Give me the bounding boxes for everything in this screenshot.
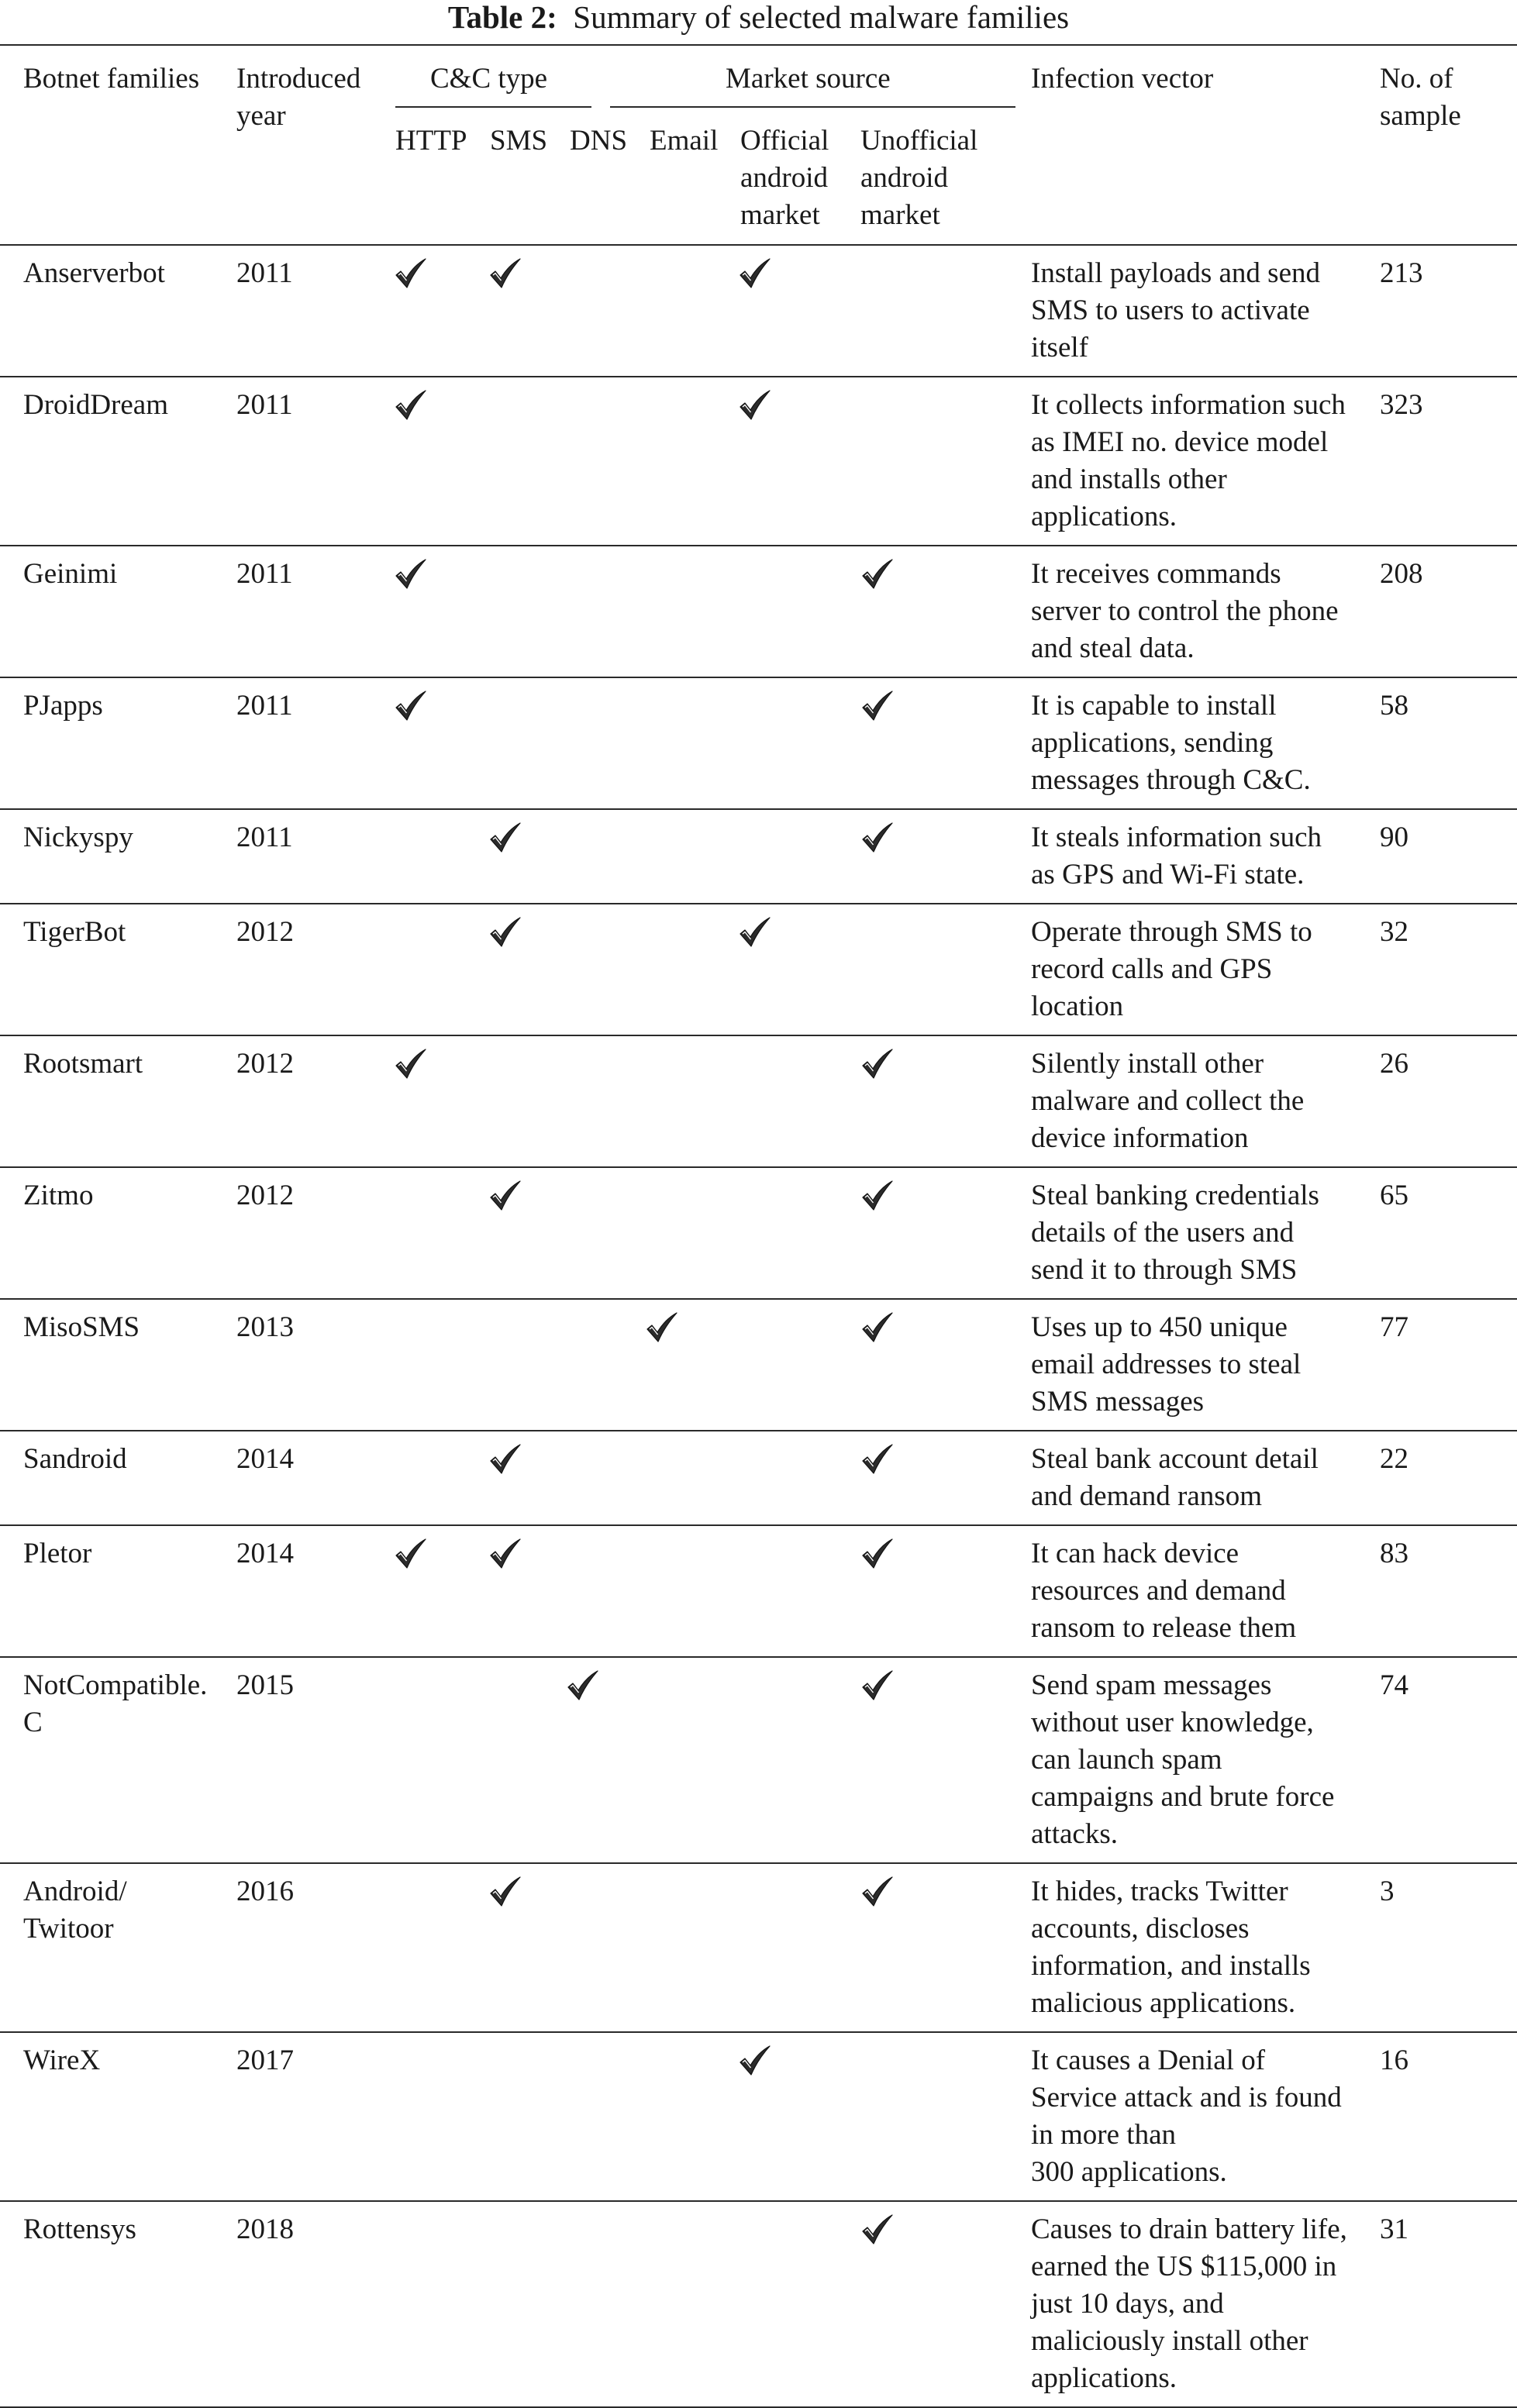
row-year: 2012 [236,1180,294,1211]
row-infection-vector: send it to through SMS [1031,1254,1298,1286]
row-infection-vector: applications, sending [1031,727,1274,759]
row-sample-count: 22 [1380,1443,1408,1475]
rule-line [610,106,1015,108]
row-infection-vector: server to control the phone [1031,595,1339,627]
check-mark-icon-http [394,388,428,422]
row-infection-vector: Service attack and is found [1031,2082,1342,2113]
header-http: HTTP [395,125,467,157]
row-infection-vector: email addresses to steal [1031,1349,1302,1380]
row-infection-vector: without user knowledge, [1031,1707,1314,1738]
row-infection-vector: as GPS and Wi-Fi state. [1031,859,1305,891]
header-email: Email [650,125,719,157]
check-mark-icon-sms [488,257,522,291]
check-mark-icon-unofficial [860,1537,895,1571]
rule-line [0,2031,1517,2033]
row-family-name: Android/ [23,1876,127,1907]
check-mark-icon-sms [488,1537,522,1571]
check-mark-icon-sms [488,1442,522,1476]
row-sample-count: 323 [1380,389,1423,421]
check-mark-icon-unofficial [860,821,895,855]
row-infection-vector: location [1031,990,1124,1022]
row-year: 2011 [236,389,293,421]
check-mark-icon-unofficial [860,2213,895,2247]
row-infection-vector: Install payloads and send [1031,257,1320,289]
header-unofficial-market: Unofficial [860,125,978,157]
check-mark-icon-sms [488,915,522,949]
rule-line [395,106,591,108]
row-infection-vector: messages through C&C. [1031,764,1311,796]
rule-line [0,808,1517,810]
row-infection-vector: and demand ransom [1031,1480,1262,1512]
rule-line [0,903,1517,904]
rule-line [0,1035,1517,1036]
header-introduced-year: year [236,100,286,132]
row-sample-count: 65 [1380,1180,1408,1211]
row-infection-vector: It steals information such [1031,822,1322,853]
rule-line [0,1524,1517,1526]
row-year: 2012 [236,1048,294,1080]
row-family-name: Pletor [23,1538,92,1569]
row-infection-vector: It can hack device [1031,1538,1239,1569]
header-unofficial-market: market [860,199,940,231]
rule-line [0,1862,1517,1864]
row-infection-vector: malware and collect the [1031,1085,1305,1117]
row-sample-count: 213 [1380,257,1423,289]
row-infection-vector: It causes a Denial of [1031,2045,1266,2076]
check-mark-icon-official [738,2044,772,2078]
row-infection-vector: 300 applications. [1031,2156,1227,2188]
row-year: 2011 [236,257,293,289]
rule-line [0,677,1517,678]
row-infection-vector: It receives commands [1031,558,1281,590]
row-sample-count: 74 [1380,1669,1408,1701]
header-no-of-sample: No. of [1380,63,1453,95]
check-mark-icon-unofficial [860,1669,895,1703]
check-mark-icon-official [738,915,772,949]
row-year: 2012 [236,916,294,948]
check-mark-icon-http [394,1537,428,1571]
check-mark-icon-http [394,557,428,591]
check-mark-icon-email [645,1311,679,1345]
row-infection-vector: applications. [1031,2362,1177,2394]
check-mark-icon-unofficial [860,1875,895,1909]
check-mark-icon-unofficial [860,557,895,591]
row-family-name: WireX [23,2045,101,2076]
row-family-name: C [23,1707,43,1738]
row-infection-vector: can launch spam [1031,1744,1222,1776]
row-infection-vector: attacks. [1031,1818,1118,1850]
row-year: 2014 [236,1443,294,1475]
row-year: 2013 [236,1311,294,1343]
row-family-name: Twitoor [23,1913,114,1945]
row-sample-count: 3 [1380,1876,1395,1907]
check-mark-icon-http [394,689,428,723]
row-family-name: Zitmo [23,1180,94,1211]
rule-line [0,1656,1517,1658]
row-infection-vector: SMS messages [1031,1386,1205,1418]
row-sample-count: 58 [1380,690,1408,722]
check-mark-icon-unofficial [860,1442,895,1476]
row-year: 2017 [236,2045,294,2076]
row-infection-vector: and installs other [1031,463,1227,495]
row-infection-vector: just 10 days, and [1031,2288,1224,2320]
rule-line [0,376,1517,377]
row-sample-count: 16 [1380,2045,1408,2076]
row-family-name: Sandroid [23,1443,127,1475]
header-introduced-year: Introduced [236,63,361,95]
row-family-name: Rootsmart [23,1048,143,1080]
row-infection-vector: malicious applications. [1031,1987,1296,2019]
check-mark-icon-official [738,257,772,291]
header-botnet-families: Botnet families [23,63,200,95]
row-infection-vector: accounts, discloses [1031,1913,1250,1945]
row-infection-vector: device information [1031,1122,1249,1154]
row-sample-count: 208 [1380,558,1423,590]
row-infection-vector: resources and demand [1031,1575,1286,1607]
row-infection-vector: SMS to users to activate [1031,295,1310,326]
row-family-name: Rottensys [23,2213,136,2245]
row-family-name: PJapps [23,690,103,722]
rule-line [0,2200,1517,2202]
rule-line [0,244,1517,246]
row-year: 2015 [236,1669,294,1701]
check-mark-icon-sms [488,1875,522,1909]
row-year: 2014 [236,1538,294,1569]
rule-line [0,1166,1517,1168]
header-market-source-group: Market source [726,63,891,95]
row-infection-vector: Causes to drain battery life, [1031,2213,1347,2245]
row-sample-count: 83 [1380,1538,1408,1569]
row-sample-count: 32 [1380,916,1408,948]
row-infection-vector: It hides, tracks Twitter [1031,1876,1288,1907]
row-infection-vector: record calls and GPS [1031,953,1273,985]
rule-line [0,1298,1517,1300]
rule-line [0,44,1517,46]
row-sample-count: 77 [1380,1311,1408,1343]
row-infection-vector: Operate through SMS to [1031,916,1312,948]
header-infection-vector: Infection vector [1031,63,1214,95]
row-infection-vector: Uses up to 450 unique [1031,1311,1288,1343]
row-sample-count: 26 [1380,1048,1408,1080]
row-infection-vector: as IMEI no. device model [1031,426,1329,458]
row-infection-vector: details of the users and [1031,1217,1295,1249]
check-mark-icon-unofficial [860,1179,895,1213]
check-mark-icon-unofficial [860,689,895,723]
row-infection-vector: applications. [1031,501,1177,532]
row-infection-vector: Steal bank account detail [1031,1443,1319,1475]
row-infection-vector: Silently install other [1031,1048,1264,1080]
row-infection-vector: It collects information such [1031,389,1346,421]
row-family-name: NotCompatible. [23,1669,208,1701]
row-year: 2018 [236,2213,294,2245]
caption-label: Table 2: [447,0,557,35]
row-year: 2011 [236,690,293,722]
rule-line [0,545,1517,546]
row-family-name: TigerBot [23,916,126,948]
check-mark-icon-unofficial [860,1311,895,1345]
row-family-name: DroidDream [23,389,168,421]
row-infection-vector: information, and installs [1031,1950,1311,1982]
row-infection-vector: in more than [1031,2119,1177,2151]
row-year: 2016 [236,1876,294,1907]
table-caption [0,0,1517,34]
check-mark-icon-sms [488,1179,522,1213]
check-mark-icon-dns [566,1669,600,1703]
row-year: 2011 [236,822,293,853]
row-family-name: Nickyspy [23,822,133,853]
row-infection-vector: ransom to release them [1031,1612,1297,1644]
row-family-name: MisoSMS [23,1311,140,1343]
check-mark-icon-unofficial [860,1047,895,1081]
row-family-name: Anserverbot [23,257,165,289]
header-official-market: android [740,162,829,194]
header-cc-type-group: C&C type [430,63,548,95]
row-family-name: Geinimi [23,558,118,590]
row-infection-vector: earned the US $115,000 in [1031,2251,1337,2282]
header-official-market: market [740,199,820,231]
caption-title: Summary of selected malware families [573,0,1070,35]
row-infection-vector: itself [1031,332,1088,363]
row-infection-vector: campaigns and brute force [1031,1781,1335,1813]
row-infection-vector: It is capable to install [1031,690,1277,722]
header-sms: SMS [490,125,548,157]
header-dns: DNS [570,125,628,157]
header-unofficial-market: android [860,162,949,194]
row-infection-vector: Steal banking credentials [1031,1180,1319,1211]
row-sample-count: 31 [1380,2213,1408,2245]
row-year: 2011 [236,558,293,590]
row-infection-vector: Send spam messages [1031,1669,1272,1701]
header-no-of-sample: sample [1380,100,1461,132]
row-sample-count: 90 [1380,822,1408,853]
rule-line [0,1430,1517,1431]
check-mark-icon-sms [488,821,522,855]
header-official-market: Official [740,125,829,157]
row-infection-vector: maliciously install other [1031,2325,1308,2357]
check-mark-icon-http [394,1047,428,1081]
row-infection-vector: and steal data. [1031,632,1195,664]
check-mark-icon-http [394,257,428,291]
check-mark-icon-official [738,388,772,422]
